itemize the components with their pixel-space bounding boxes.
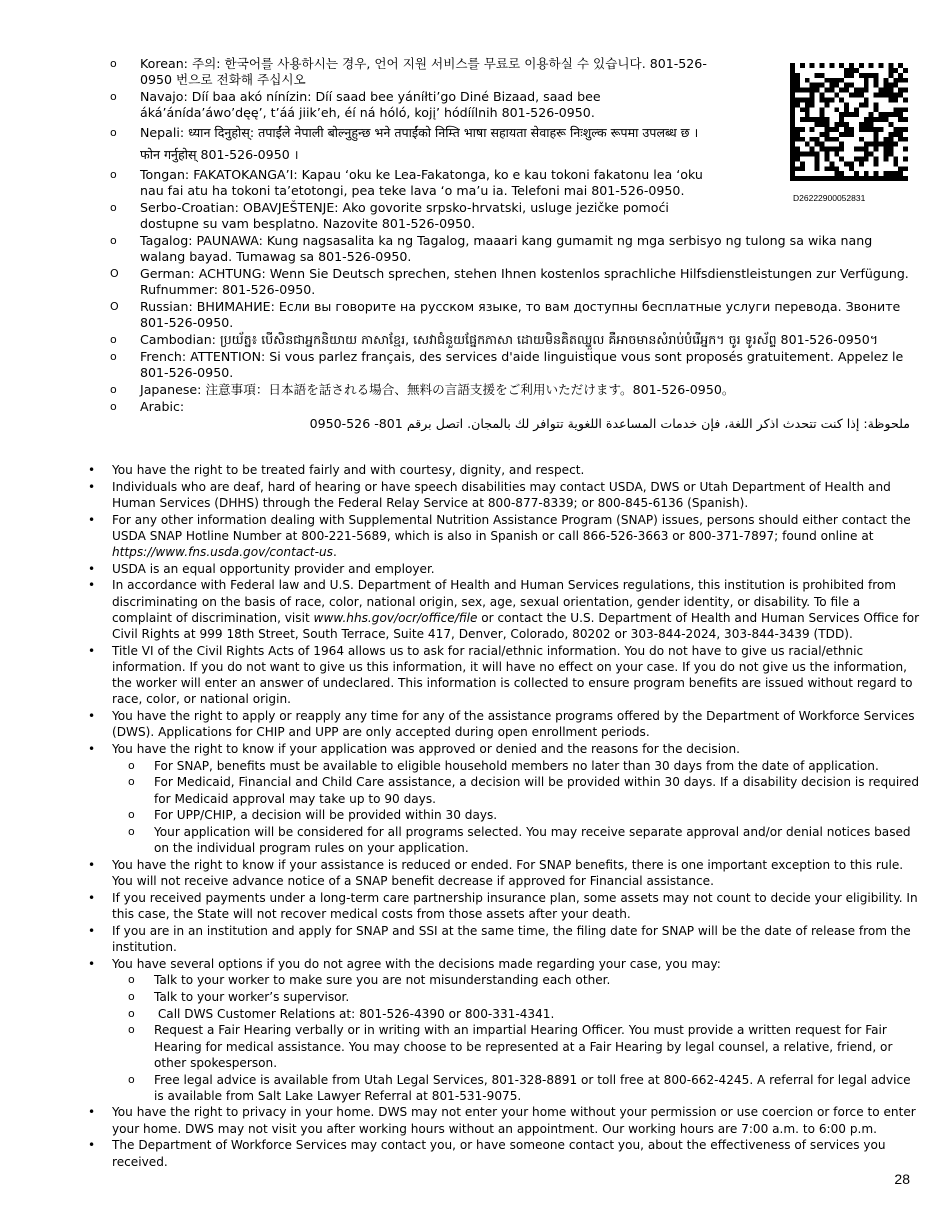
language-item-japanese (110, 382, 910, 398)
rights-item-text: Title VI of the Civil Rights Acts of 1964 allows us to ask for racial/ethnic information. You do not have to give us racial/ethnic information. If you do not want to give us this information, it will have no effect on your case. If you do not give us the information, the worker will enter an answer of undeclared. This information is collected to ensure program benefits are issued without regard to race, color, or national origin. (112, 643, 913, 707)
list-marker: o (110, 333, 117, 346)
language-label: Japanese: (140, 382, 202, 397)
language-item-nepali (110, 122, 710, 166)
list-marker: o (110, 201, 117, 214)
sub-item-text: Request a Fair Hearing verbally or in writing with an impartial Hearing Officer. You must provide a written request for Fair Hearing for medical assistance. You may choose to be represented at a Fair Hearing by legal counsel, a relative, friend, or other spokesperson. (154, 1023, 893, 1070)
rights-item-text: If you received payments under a long-term care partnership insurance plan, some assets may not count to decide your eligibility. In this case, the State will not recover medical costs from those assets after your death. (112, 890, 918, 921)
rights-item-equal-opportunity (88, 561, 920, 577)
rights-item-text-end: or contact the U.S. Department of Health and Human Services Office for Civil Rights at 999 18th Street, South Terrace, Suite 417, Denver, Colorado, 80202 or 303-844-2024, 303-844-3439 (TDD). (112, 610, 920, 642)
language-item-tagalog (110, 233, 910, 265)
list-marker: o (128, 808, 135, 822)
language-label: Tongan: (140, 167, 190, 182)
list-marker: o (128, 775, 135, 789)
language-item-french (110, 349, 910, 381)
sub-item-text: Talk to your worker’s supervisor. (154, 990, 350, 1004)
bullet-marker: • (88, 643, 96, 658)
sub-item (88, 989, 920, 1005)
language-item-russian (110, 299, 910, 331)
rights-item-apply (88, 708, 920, 740)
bullet-marker: • (88, 857, 96, 872)
language-item-german (110, 266, 910, 298)
rights-item-text: The Department of Workforce Services may contact you, or have someone contact you, about the effectiveness of services you received. (112, 1138, 886, 1169)
language-label: French: (140, 349, 187, 364)
rights-item-text: You have the right to know if your application was approved or denied and the reasons for the decision. (112, 741, 740, 756)
usda-contact-link[interactable]: https://www.fns.usda.gov/contact-us (112, 545, 333, 560)
bullet-marker: • (88, 956, 96, 971)
list-marker: o (110, 57, 117, 70)
sub-item (88, 758, 920, 774)
bullet-marker: • (88, 512, 96, 527)
language-text: ATTENTION: Si vous parlez français, des services d'aide linguistique vous sont proposés gratuitement. Appelez le 801-526-0950. (140, 349, 904, 380)
list-marker: o (110, 90, 117, 103)
list-marker: o (110, 234, 117, 247)
language-text: ប្រយ័ត្ន៖ បើសិនជាអ្នកនិយាយ ភាសាខ្មែរ, សេវាជំនួយផ្នែកភាសា ដោយមិនគិតឈ្នួល គឺអាចមានសំរាប់បំរើអ្នក។ ចូរ ទូរស័ព្ទ 801-526-0950។ (219, 332, 879, 347)
sub-item (88, 807, 920, 823)
rights-item-text: For any other information dealing with Supplemental Nutrition Assistance Program (SNAP) issues, persons should either contact the USDA SNAP Hotline Number at 800-221-5689, which is also in Spanish or call 866-526-3663 or 800-371-7897; found online at (112, 512, 911, 543)
sub-item (88, 1006, 920, 1022)
list-marker: o (128, 973, 135, 987)
rights-item-contact-effectiveness (88, 1137, 920, 1169)
sub-item-text: Talk to your worker to make sure you are not misunderstanding each other. (154, 973, 611, 988)
language-label: German: (140, 266, 195, 281)
bullet-marker: • (88, 923, 96, 938)
list-marker: o (110, 168, 117, 181)
list-marker: o (128, 758, 135, 772)
list-marker: o (128, 1023, 135, 1037)
language-label: Navajo: (140, 89, 188, 104)
language-text: ВНИМАНИЕ: Если вы говорите на русском языке, то вам доступны бесплатные услуги перевода. Звоните 801-526-0950. (140, 299, 901, 330)
language-label: Korean: (140, 56, 188, 71)
bullet-marker: • (88, 479, 96, 494)
language-label: Arabic: (140, 399, 185, 414)
rights-item-decision (88, 741, 920, 757)
rights-item-text: In accordance with Federal law and U.S. Department of Health and Human Services regulations, this institution is prohibited from discriminating on the basis of race, color, national origin, sex, age, sexual orientation, gender identity, or disability. To file a complaint of discrimination, visit (112, 578, 897, 625)
rights-item-privacy (88, 1104, 920, 1136)
language-text: 注意事項：日本語を話される場合、無料の言語支援をご利用いただけます。801-526-0950。 (205, 382, 735, 397)
language-item-korean (110, 56, 710, 88)
page-number: 28 (894, 1171, 910, 1187)
language-text: PAUNAWA: Kung nagsasalita ka ng Tagalog, maaari kang gumamit ng mga serbisyo ng tulong sa wika nang walang bayad. Tumawag sa 801-526-0950. (140, 233, 873, 264)
bullet-marker: • (88, 741, 96, 756)
language-label: Serbo-Croatian: (140, 200, 239, 215)
qr-code-id: D26222900052831 (793, 193, 866, 203)
rights-item-institution (88, 923, 920, 955)
list-marker: O (110, 267, 119, 280)
rights-item-fair-treatment (88, 462, 920, 478)
language-text: ACHTUNG: Wenn Sie Deutsch sprechen, stehen Ihnen kostenlos sprachliche Hilfsdienstleistungen zur Verfügung. Rufnummer: 801-526-0950. (140, 266, 909, 297)
list-marker: o (110, 400, 117, 413)
language-item-tongan (110, 167, 710, 199)
language-text: 주의: 한국어를 사용하시는 경우, 언어 지원 서비스를 무료로 이용하실 수 있습니다. 801-526-0950 번으로 전화해 주십시오 (140, 56, 707, 87)
rights-item-text: You have several options if you do not agree with the decisions made regarding your case, you may: (112, 956, 721, 971)
qr-code (790, 63, 908, 181)
sub-item (88, 824, 920, 856)
list-marker: o (110, 126, 117, 139)
rights-list (88, 462, 920, 1170)
sub-item-text: For Medicaid, Financial and Child Care assistance, a decision will be provided within 30 days. If a disability decision is required for Medicaid approval may take up to 90 days. (154, 775, 920, 806)
bullet-marker: • (88, 463, 96, 477)
language-item-navajo (110, 89, 710, 121)
language-item-serbo-croatian (110, 200, 710, 232)
sub-item (88, 1072, 920, 1104)
rights-item-text: Individuals who are deaf, hard of hearing or have speech disabilities may contact USDA, DWS or Utah Department of Health and Human Services (DHHS) through the Federal Relay Service at 800-877-8339; or 800-845-6136 (Spanish). (112, 479, 891, 510)
bullet-marker: • (88, 709, 96, 724)
list-marker: o (128, 1072, 135, 1086)
language-text: Díí baa akó nínízin: Díí saad bee yáníłti’go Diné Bizaad, saad bee áká’ánída’áwo’dęę’, t’áá jiik’eh, éí ná hóló, kojį’ hódíílnih 801-526-0950. (140, 89, 601, 120)
rights-item-disagree-options (88, 956, 920, 972)
sub-item-text: Call DWS Customer Relations at: 801-526-4390 or 800-331-4341. (154, 1006, 555, 1021)
sub-item (88, 1022, 920, 1071)
language-label: Nepali: (140, 125, 185, 140)
rights-item-reduced-ended (88, 857, 920, 889)
language-text: FAKATOKANGA’I: Kapau ‘oku ke Lea-Fakatonga, ko e kau tokoni fakatonu lea ‘oku nau fai atu ha tokoni ta’etotongi, pea teke lava ‘o ma’u ia. Telefoni mai 801-526-0950. (140, 167, 703, 198)
bullet-marker: • (88, 561, 96, 576)
language-text: OBAVJEŠTENJE: Ako govorite srpsko-hrvatski, usluge jezičke pomoći dostupne su vam besplatno. Nazovite 801-526-0950. (140, 200, 669, 231)
sub-item-text: For SNAP, benefits must be available to eligible household members no later than 30 days from the date of application. (154, 758, 879, 773)
bullet-marker: • (88, 578, 96, 593)
list-marker: O (110, 300, 119, 313)
list-marker: o (128, 824, 135, 838)
language-item-cambodian (110, 332, 910, 348)
language-label: Russian: (140, 299, 193, 314)
bullet-marker: • (88, 1105, 96, 1120)
sub-item (88, 774, 920, 806)
rights-item-text-end: . (332, 545, 337, 560)
rights-item-long-term-care (88, 890, 920, 922)
sub-item (88, 972, 920, 988)
list-marker: o (110, 383, 117, 396)
list-marker: o (128, 1006, 135, 1020)
rights-item-text: You have the right to know if your assistance is reduced or ended. For SNAP benefits, there is one important exception to this rule. You will not receive advance notice of a SNAP benefit decrease if approved for Financial assistance. (112, 857, 904, 889)
rights-item-text: USDA is an equal opportunity provider and employer. (112, 561, 435, 576)
hhs-complaint-link[interactable]: www.hhs.gov/ocr/office/file (313, 610, 478, 625)
language-text: ध्यान दिनुहोस्: तपाईंले नेपाली बोल्नुहुन्छ भने तपाईंको निम्ति भाषा सहायता सेवाहरू निःशुल्क रूपमा उपलब्ध छ । फोन गर्नुहोस् 801-526-0950 । (140, 125, 699, 162)
rights-item-relay-service (88, 479, 920, 511)
sub-item-text: Your application will be considered for all programs selected. You may receive separate approval and/or denial notices based on the individual program rules on your application. (154, 824, 911, 856)
arabic-notice-text: ملحوظة: إذا كنت تتحدث اذكر اللغة، فإن خدمات المساعدة اللغوية تتوافر لك بالمجان. اتصل برقم 801- 526-0950 (309, 416, 910, 431)
list-marker: o (128, 990, 135, 1003)
rights-item-snap-hotline (88, 512, 920, 561)
language-item-arabic (110, 399, 910, 415)
language-label: Tagalog: (140, 233, 193, 248)
rights-item-text: If you are in an institution and apply for SNAP and SSI at the same time, the filing date for SNAP will be the date of release from the institution. (112, 923, 911, 954)
list-marker: o (110, 350, 117, 363)
bullet-marker: • (88, 890, 96, 905)
sub-item-text: Free legal advice is available from Utah Legal Services, 801-328-8891 or toll free at 800-662-4245. A referral for legal advice is available from Salt Lake Lawyer Referral at 801-531-9075. (154, 1072, 911, 1103)
bullet-marker: • (88, 1138, 96, 1153)
rights-item-text: You have the right to privacy in your home. DWS may not enter your home without your permission or use coercion or force to enter your home. DWS may not visit you after working hours without an appointment. Our working hours are 7:00 a.m. to 6:00 p.m. (112, 1105, 916, 1136)
rights-item-text: You have the right to be treated fairly and with courtesy, dignity, and respect. (112, 463, 585, 477)
language-label: Cambodian: (140, 332, 216, 347)
rights-item-title-vi (88, 643, 920, 708)
rights-item-nondiscrimination (88, 577, 920, 642)
sub-item-text: For UPP/CHIP, a decision will be provided within 30 days. (154, 808, 498, 823)
rights-item-text: You have the right to apply or reapply any time for any of the assistance programs offered by the Department of Workforce Services (DWS). Applications for CHIP and UPP are only accepted during open enrollment periods. (112, 709, 915, 740)
